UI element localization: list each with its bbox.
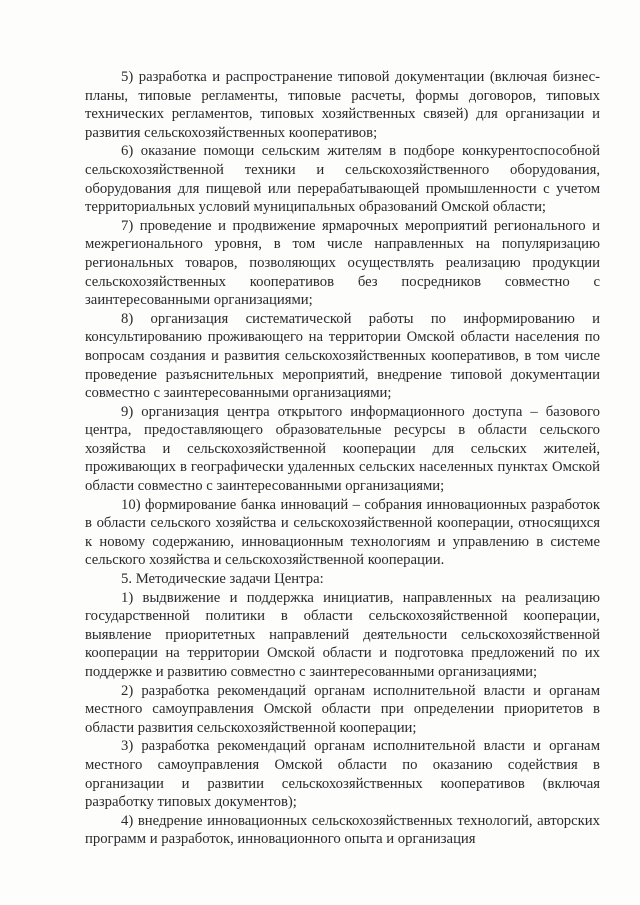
list-item-7-fair-events: 7) проведение и продвижение ярмарочных мероприятий регионального и межрегионального уровня, в том числе направленных на популяризацию региональных товаров, позволяющих осуществлять реализацию продукции сельскохозяйственных кооперативов без посредников совместно с заинтересованными организациями; bbox=[85, 217, 600, 309]
list-item-8-consulting-work: 8) организация систематической работы по информированию и консультированию проживающего на территории Омской области населения по вопросам создания и развития сельскохозяйственных кооперативов, в том числе проведение разъяснительных мероприятий, внедрение типовой документации совместно с заинтересованными организациями; bbox=[85, 310, 600, 402]
list-item-6-equipment-assistance: 6) оказание помощи сельским жителям в подборе конкурентоспособной сельскохозяйственной техники и сельскохозяйственного оборудования, оборудования для пищевой или перерабатывающей промышленности с учетом территориальных условий муниципальных образований Омской области; bbox=[85, 143, 600, 216]
list-item-9-information-center: 9) организация центра открытого информационного доступа – базового центра, предоставляющего образовательные ресурсы в области сельского хозяйства и сельскохозяйственной кооперации для сельских жителей, проживающих в географически удаленных сельских населенных пунктах Омской области совместно с заинтересованными организациями; bbox=[85, 403, 600, 495]
list-item-5-typical-documentation: 5) разработка и распространение типовой документации (включая бизнес-планы, типовые регламенты, типовые расчеты, формы договоров, типовых технических регламентов, типовых хозяйственных связей) для организации и развития сельскохозяйственных кооперативов; bbox=[85, 69, 600, 141]
method-item-4-innovations: 4) внедрение инновационных сельскохозяйственных технологий, авторских программ и разработок, инновационного опыта и организация bbox=[85, 812, 600, 848]
section-heading-methodical-tasks: 5. Методические задачи Центра: bbox=[121, 571, 324, 588]
method-item-2-recommendations: 2) разработка рекомендаций органам исполнительной власти и органам местного самоуправления Омской области при определении приоритетов в области развития сельскохозяйственной кооперации; bbox=[85, 682, 600, 736]
method-item-3-recommendations-support: 3) разработка рекомендаций органам исполнительной власти и органам местного самоуправления Омской области по оказанию содействия в организации и развитии сельскохозяйственных кооперативов (включая разработку типовых документов); bbox=[85, 738, 600, 811]
list-item-10-innovation-bank: 10) формирование банка инноваций – собрания инновационных разработок в области сельского хозяйства и сельскохозяйственной кооперации, относящихся к новому содержанию, инновационным технологиям и управлению в системе сельского хозяйства и сельскохозяйственной кооперации. bbox=[85, 496, 600, 569]
method-item-1-initiatives: 1) выдвижение и поддержка инициатив, направленных на реализацию государственной политики в области сельскохозяйственной кооперации, выявление приоритетных направлений деятельности сельскохозяйственной кооперации на территории Омской области и подготовка предложений по их поддержке и развитию совместно с заинтересованными организациями; bbox=[85, 589, 600, 680]
